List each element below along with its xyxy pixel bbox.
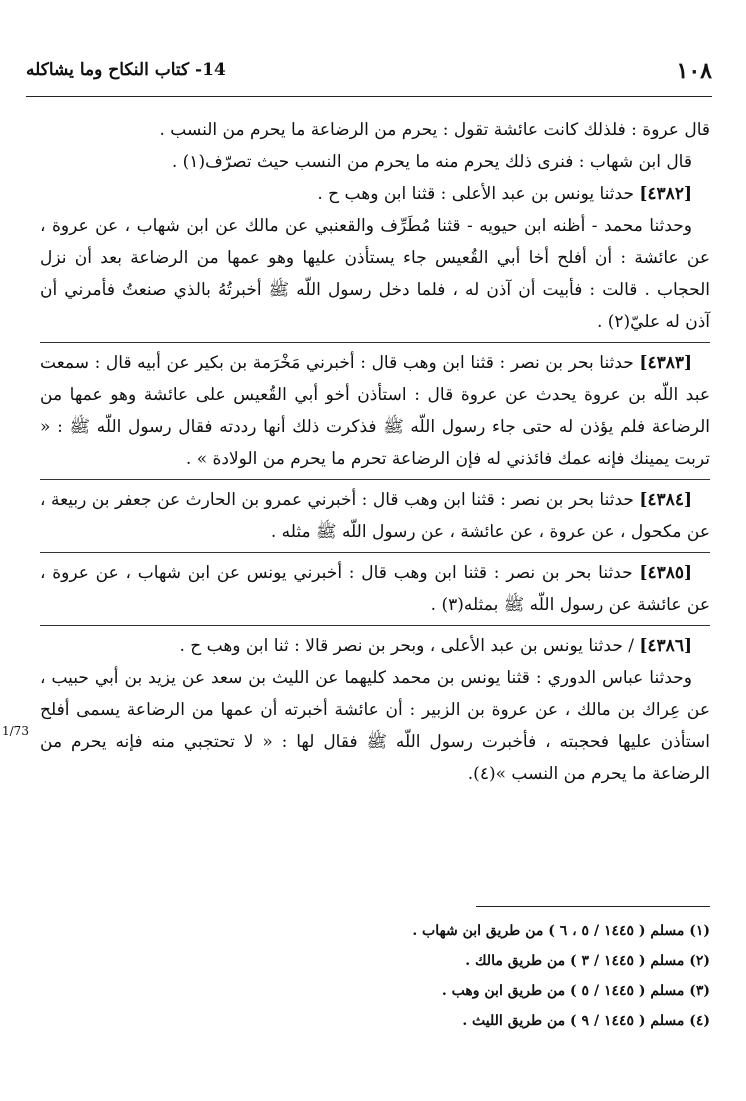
paragraph-separator [40, 479, 710, 480]
footnote: (٤) مسلم ( ١٤٤٥ / ٩ ) من طريق الليث . [462, 1013, 710, 1029]
hadith-number: [٤٣٨٥] [639, 563, 693, 583]
footnotes [300, 916, 710, 1036]
text-paragraph [40, 662, 710, 790]
body-text [40, 114, 710, 790]
hadith-number: [٤٣٨٤] [639, 490, 692, 510]
paragraph-text: قال ابن شهاب : فنرى ذلك يحرم منه ما يحرم من النسب حيث تصرّف(١) . [171, 152, 692, 172]
paragraph-text: حدثنا يونس بن عبد الأعلى : قثنا ابن وهب ح . [317, 184, 634, 204]
footnote-rule [476, 906, 710, 907]
paragraph-separator [40, 342, 710, 343]
paragraph-text: / حدثنا يونس بن عبد الأعلى ، وبحر بن نصر قالا : ثنا ابن وهب ح . [179, 636, 634, 656]
text-paragraph [40, 210, 710, 338]
hadith-number: [٤٣٨٣] [639, 353, 693, 373]
paragraph-text: حدثنا بحر بن نصر : قثنا ابن وهب قال : أخبرني يونس عن ابن شهاب ، عن عروة ، عن عائشة عن رسول اللّه ﷺ بمثله(٣) . [40, 563, 710, 615]
page-header [26, 58, 712, 88]
margin-note: 1/73 [2, 724, 29, 738]
hadith-number: [٤٣٨٢] [639, 184, 692, 204]
hadith-paragraph [40, 484, 710, 548]
hadith-paragraph [40, 557, 710, 621]
footnote: (١) مسلم ( ١٤٤٥ / ٥ ، ٦ ) من طريق ابن شهاب . [412, 923, 710, 939]
paragraph-text: قال عروة : فلذلك كانت عائشة تقول : يحرم من الرضاعة ما يحرم من النسب . [159, 120, 710, 140]
paragraph-separator [40, 625, 710, 626]
footnote: (٣) مسلم ( ١٤٤٥ / ٥ ) من طريق ابن وهب . [441, 983, 710, 999]
paragraph-text: حدثنا بحر بن نصر : قثنا ابن وهب قال : أخبرني عمرو بن الحارث عن جعفر بن ربيعة ، عن مكحول ، عن عروة ، عن عائشة ، عن رسول اللّه ﷺ مثله . [40, 490, 710, 542]
text-paragraph [40, 114, 710, 146]
hadith-paragraph [40, 347, 710, 475]
hadith-paragraph [40, 630, 710, 662]
paragraph-text: وحدثنا محمد - أظنه ابن حيويه - قثنا مُطَرِّف والقعنبي عن مالك عن ابن شهاب ، عن عروة ، عن عائشة : أن أفلح أخا أبي القُعيس جاء يستأذن عليها وهو عمها من الرضاعة بعد أن نزل الحجاب . قالت : فأبيت أن آذن له ، فلما دخل رسول اللّه ﷺ أخبرتُهُ بالذي صنعتُ فأمرني أن آذن له عليّ(٢) . [40, 216, 710, 332]
page-number: ١٠٨ [676, 58, 712, 84]
header-rule [26, 96, 712, 97]
chapter-title: 14- كتاب النكاح وما يشاكله [26, 60, 226, 80]
paragraph-text: وحدثنا عباس الدوري : قثنا يونس بن محمد كليهما عن الليث بن سعد عن يزيد بن أبي حبيب ، عن عِراك بن مالك ، عن عروة بن الزبير : أن عائشة أخبرته أن عمها من الرضاعة يسمى أفلح استأذن عليها فحجبته ، فأخبرت رسول اللّه ﷺ فقال لها : « لا تحتجبي منه فإنه يحرم من الرضاعة ما يحرم من النسب »(٤). [40, 668, 710, 784]
paragraph-text: حدثنا بحر بن نصر : قثنا ابن وهب قال : أخبرني مَخْرَمة بن بكير عن أبيه قال : سمعت عبد اللّه بن عروة يحدث عن عروة قال : استأذن أخو أبي القُعيس على عائشة وهو عمها من الرضاعة فلم يؤذن له حتى جاء رسول اللّه ﷺ فذكرت ذلك أنها رددته فقال رسول اللّه ﷺ : « تربت يمينك فإنه عمك فائذني له فإن الرضاعة تحرم ما يحرم من الولادة » . [40, 353, 710, 469]
text-paragraph [40, 146, 710, 178]
hadith-number: [٤٣٨٦] [639, 636, 692, 656]
footnote: (٢) مسلم ( ١٤٤٥ / ٣ ) من طريق مالك . [465, 953, 710, 969]
paragraph-separator [40, 552, 710, 553]
hadith-paragraph [40, 178, 710, 210]
